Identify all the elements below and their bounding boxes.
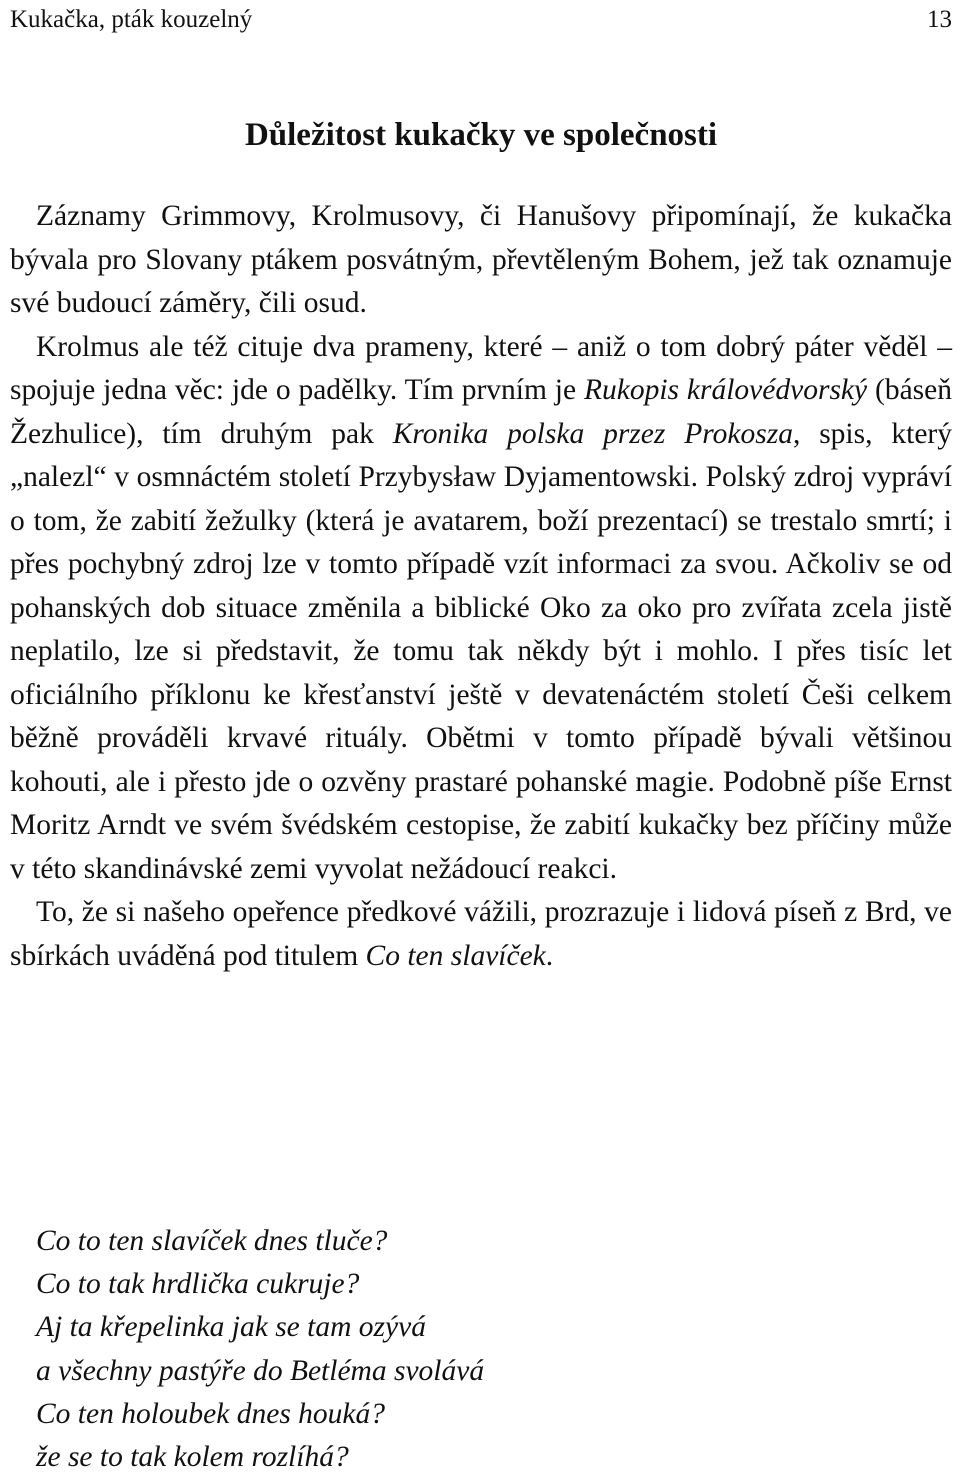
section-title: Důležitost kukačky ve společnosti — [244, 117, 718, 153]
running-title: Kukačka, pták kouzelný — [10, 6, 253, 33]
running-header — [10, 4, 952, 36]
poem-line: Co to tak hrdlička cukruje? — [36, 1268, 360, 1301]
paragraph-1: Záznamy Grimmovy, Krolmusovy, či Hanušovy připomínají, že kukačka bývala pro Slovany ptákem posvátným, převtěleným Bohem, jež tak oznamuje své budoucí záměry, čili osud. — [10, 200, 952, 319]
paragraph-2-text-a: Krolmus ale též cituje dva prameny, které – aniž o tom dobrý páter věděl – spojuje jedna věc: jde o padělky. Tím prvním je — [10, 330, 952, 406]
paragraph-3-text-b: . — [545, 939, 554, 972]
poem-line: Co to ten slavíček dnes tluče? — [36, 1225, 388, 1257]
work-title-kronika: Kronika polska przez Prokosza — [392, 417, 793, 450]
poem — [36, 1220, 936, 1479]
poem-line: že se to tak kolem rozlíhá? — [36, 1441, 349, 1474]
song-title: Co ten slavíček — [365, 939, 546, 972]
body-text — [10, 195, 952, 978]
poem-line: Co ten holoubek dnes houká? — [36, 1397, 386, 1430]
poem-line: a všechny pastýře do Betléma svolává — [36, 1354, 485, 1387]
paragraph-2-text-c: , spis, který „nalezl“ v osmnáctém století Przybysław Dyjamentowski. Polský zdroj vypráví o tom, že zabití žežulky (která je avatarem, boží prezentací) se trestalo smrtí; i přes pochybný zdroj lze v tomto případě vzít informaci za svou. Ačkoliv se od pohanských dob situace změnila a biblické Oko za oko pro zvířata zcela jistě neplatilo, lze si představit, že tomu tak někdy být i mohlo. I přes tisíc let oficiálního příklonu ke křesťanství ještě v devatenáctém století Češi celkem běžně prováděli krvavé rituály. Obětmi v tomto případě bývali většinou kohouti, ale i přesto jde o ozvěny prastaré pohanské magie. Podobně píše Ernst Moritz Arndt ve svém švédském cestopise, že zabití kukačky bez příčiny může v této skandinávské zemi vyvolat nežádoucí reakci. — [10, 417, 952, 885]
poem-line: Aj ta křepelinka jak se tam ozývá — [36, 1311, 426, 1344]
paragraph-3-text-a: To, že si našeho opeřence předkové vážili, prozrazuje i lidová píseň z Brd, ve sbírkách uváděná pod titulem — [10, 896, 952, 972]
work-title-rukopis: Rukopis královédvorský — [583, 374, 868, 406]
paragraph-2 — [10, 326, 952, 892]
page-number: 13 — [927, 6, 952, 33]
paragraph-3 — [10, 891, 952, 978]
paragraph-2-text-b: (báseň Žezhulice), tím druhým pak — [10, 374, 952, 450]
